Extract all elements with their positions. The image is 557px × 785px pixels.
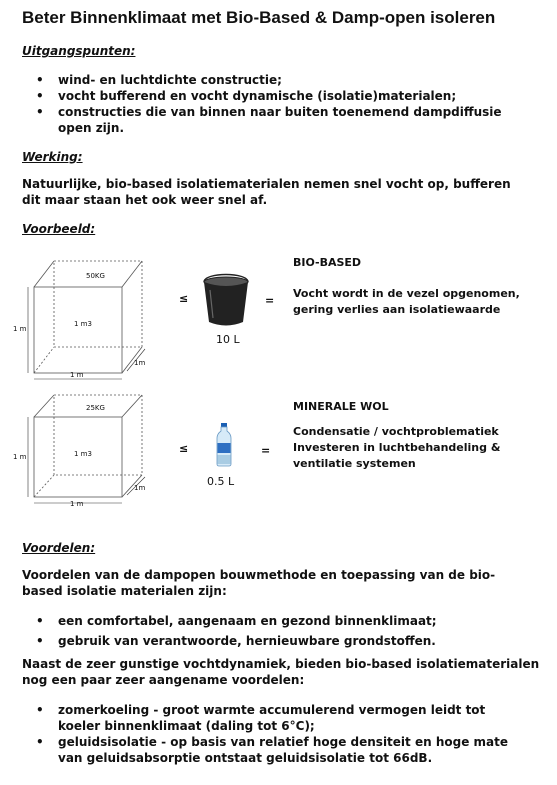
material-name-bio-based: BIO-BASED xyxy=(293,256,362,269)
heading-voorbeeld: Voorbeeld: xyxy=(22,222,96,236)
material-description-minerale-wol: Condensatie / vochtproblematiek Investeren in luchtbehandeling & ventilatie systemen xyxy=(293,425,501,470)
werking-text: Natuurlijke, bio-based isolatiematerialen nemen snel vocht op, bufferen dit maar staan het ook weer snel af. xyxy=(22,177,511,207)
voordelen-intro: Voordelen van de dampopen bouwmethode en toepassing van de bio-based isolatie materialen zijn: xyxy=(22,568,496,598)
bucket-icon xyxy=(200,272,252,330)
volume-label: 1 m3 xyxy=(74,320,92,328)
voordelen-list xyxy=(36,613,536,649)
height-label: 1 m xyxy=(13,453,27,461)
heading-werking: Werking: xyxy=(22,150,83,164)
less-or-equal-symbol: ≤ xyxy=(179,292,189,305)
material-description-bio-based: Vocht wordt in de vezel opgenomen, gering verlies aan isolatiewaarde xyxy=(293,287,520,316)
weight-label: 25KG xyxy=(86,404,105,412)
amount-label: 0.5 L xyxy=(207,475,235,488)
voordelen-list-2 xyxy=(36,702,536,766)
less-or-equal-symbol: ≤ xyxy=(179,442,189,455)
depth-label: 1m xyxy=(134,484,146,492)
height-label: 1 m xyxy=(13,325,27,333)
volume-label: 1 m3 xyxy=(74,450,92,458)
page-title: Beter Binnenklimaat met Bio-Based & Damp-open isoleren xyxy=(22,8,496,27)
width-label: 1 m xyxy=(70,371,84,379)
water-bottle-icon xyxy=(214,423,234,467)
list-item: • een comfortabel, aangenaam en gezond binnenklimaat; xyxy=(36,613,536,629)
list-item: • constructies die van binnen naar buiten toenemend dampdiffusie open zijn. xyxy=(36,104,523,136)
amount-label: 10 L xyxy=(216,333,240,346)
width-label: 1 m xyxy=(70,500,84,508)
list-item: • gebruik van verantwoorde, hernieuwbare grondstoffen. xyxy=(36,633,536,649)
material-name-minerale-wol: MINERALE WOL xyxy=(293,400,389,413)
list-item: • geluidsisolatie - op basis van relatief hoge densiteit en hoge mate van geluidsabsorptie ontstaat geluidsisolatie tot 66dB. xyxy=(36,734,528,766)
depth-label: 1m xyxy=(134,359,146,367)
weight-label: 50KG xyxy=(86,272,105,280)
list-item: • wind- en luchtdichte constructie; xyxy=(36,72,536,88)
equals-symbol: = xyxy=(261,444,271,457)
cube-diagram-bio-based xyxy=(12,255,162,383)
list-item: • vocht bufferend en vocht dynamische (isolatie)materialen; xyxy=(36,88,536,104)
list-item: • zomerkoeling - groot warmte accumulerend vermogen leidt tot koeler binnenklimaat (daling tot 6°C); xyxy=(36,702,513,734)
heading-voordelen: Voordelen: xyxy=(22,541,96,555)
cube-diagram-minerale-wol xyxy=(12,393,162,513)
voordelen-intro-2: Naast de zeer gunstige vochtdynamiek, bieden bio-based isolatiematerialen nog een paar zeer aangename voordelen: xyxy=(22,657,540,687)
heading-uitgangspunten: Uitgangspunten: xyxy=(22,44,136,58)
uitgangspunten-list xyxy=(36,72,536,136)
equals-symbol: = xyxy=(265,294,275,307)
